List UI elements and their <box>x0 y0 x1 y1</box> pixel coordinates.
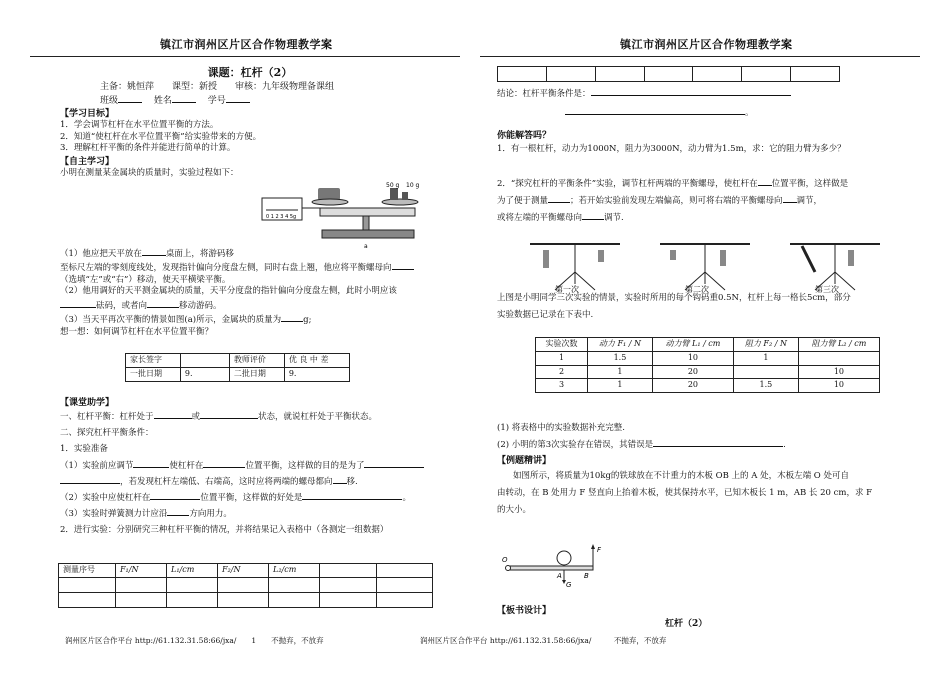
table-cell: 优 良 中 差 <box>284 354 349 368</box>
table-cell <box>180 354 229 368</box>
table-cell: 二批日期 <box>229 367 284 381</box>
experiment-table <box>58 563 433 608</box>
trial-2 <box>660 244 750 294</box>
conclusion-line: 结论：杠杆平衡条件是： <box>497 86 917 100</box>
lever-trials-figure <box>510 232 900 296</box>
weight-stack-left <box>543 250 549 268</box>
top-continued-table <box>497 66 840 82</box>
right-lower <box>497 420 917 519</box>
example-heading: 【例题精讲】 <box>497 456 552 466</box>
balance-figure <box>260 180 440 250</box>
goal-2: 2．知道“使杠杆在水平位置平衡”给实验带来的方便。 <box>60 131 262 142</box>
table-cell: 家长签字 <box>126 354 181 368</box>
weight-stack-left <box>670 250 676 260</box>
label-a: A <box>557 572 562 580</box>
question-2: （2）他用调好的天平测金属块的质量，天平分度盘的指针偏向分度盘左侧，此时小明应该 <box>60 286 397 297</box>
prep-3: （3）实验时弹簧测力计应沿 方向用力。 <box>60 506 460 522</box>
question-1-cont: 至标尺左端的零刻度线处，发现指针偏向分度盘左侧，同时右盘上翘，他应将平衡螺母向 <box>60 260 460 274</box>
example-line-2: 由转动，在 B 处用力 F 竖直向上抬着木板，使其保持水平，已知木板长 1 m，AB 长 20 cm，求 F <box>497 487 873 498</box>
prep-1: （1）实验前应调节 使杠杆在 位置平衡，这样做的目的是为了 <box>60 458 460 474</box>
table-header <box>376 564 433 578</box>
header-rule-right <box>480 56 920 57</box>
meta-line: 主备：姚恒萍 课型：新授 审核：九年级物理备课组 <box>100 81 335 92</box>
problem-2: 2．“探究杠杆的平衡条件”实验，调节杠杆两端的平衡螺母，使杠杆在 位置平衡，这样做是 为了便于测量 ；若开始实验前发现左端偏高，则可将右端的平衡螺母向 调节， 或将左端的平衡螺母向 调节. <box>497 176 917 227</box>
figure-desc-line-2: 实验数据已记录在下表中. <box>497 310 594 320</box>
table-header: 阻力臂 L₂ / cm <box>798 338 879 352</box>
weight-stack-right <box>848 250 854 266</box>
metal-block <box>318 188 340 200</box>
table-header: F₁/N <box>116 564 167 578</box>
left-column <box>60 66 460 179</box>
label-g: G <box>566 581 572 589</box>
table-row <box>59 564 433 578</box>
left-pan <box>312 199 348 205</box>
id-label: 学号 <box>207 95 226 106</box>
trial-3 <box>790 244 880 294</box>
ruler-label: 0 1 2 3 4 5g <box>266 214 297 220</box>
question-2-cont: 砝码，或者向 移动游码。 <box>60 298 460 312</box>
weight-50g <box>390 188 398 200</box>
table-row <box>126 354 350 368</box>
balance-definition: 一、杠杆平衡：杠杆处于 或 状态，就说杠杆处于平衡状态。 <box>60 409 460 425</box>
experiment-instruction: 2．进行实验：分别研究三种杠杆平衡的情况，并将结果记入表格中（各测定一组数据） <box>60 525 389 536</box>
self-study-heading: 【自主学习】 <box>60 156 115 167</box>
table-header: F₂/N <box>218 564 269 578</box>
goal-3: 3．理解杠杆平衡的条件并能进行简单的计算。 <box>60 143 236 154</box>
table-cell: 9. <box>284 367 349 381</box>
figure-desc-line-1: 上图是小明同学三次实验的情景，实验时所用的每个钩码重0.5N，杠杆上每一格长5cm，部分 <box>497 293 851 303</box>
example-figure <box>500 540 610 590</box>
self-study-intro: 小明在测量某金属块的质量时，实验过程如下： <box>60 167 239 178</box>
weight-50g-label: 50 g <box>386 182 400 189</box>
table-row <box>59 577 433 592</box>
problem-1: 1．有一根杠杆，动力为1000N，阻力为3000N，动力臂为1.5m，求：它的阻力臂为多少？ <box>497 144 846 155</box>
table-row: 1 1.5 10 1 <box>536 351 880 365</box>
prep-2: （2）实验中应使杠杆在 位置平衡，这样做的好处是 。 <box>60 490 460 506</box>
trial-2-label: 第二次 <box>685 285 709 294</box>
board-heading: 【板书设计】 <box>497 606 552 616</box>
figure-description <box>497 290 917 324</box>
header-right: 镇江市润州区片区合作物理教学案 <box>620 38 793 51</box>
weight-stack-right <box>598 250 604 262</box>
think-prompt: 想一想：如何调节杠杆在水平位置平衡？ <box>60 326 214 337</box>
student-info <box>100 93 460 107</box>
weight-stack-right <box>720 250 726 266</box>
question-b: (2) 小明的第3次实验存在错误，其错误是 . <box>497 437 917 454</box>
evaluation-table <box>125 353 350 382</box>
table-header: 测量序号 <box>59 564 116 578</box>
table-header: 阻力 F₂ / N <box>734 338 799 352</box>
table-header: 实验次数 <box>536 338 588 352</box>
balance-beam <box>320 208 415 216</box>
goals-heading: 【学习目标】 <box>60 109 115 120</box>
example-line-3: 的大小。 <box>497 504 532 515</box>
header-left: 镇江市润州区片区合作物理教学案 <box>160 38 333 51</box>
table-row: 3 1 20 1.5 10 <box>536 379 880 393</box>
question-3: （3）当天平再次平衡的情景如图(a)所示，金属块的质量为 g; <box>60 312 460 326</box>
trial-3-label: 第三次 <box>815 285 839 294</box>
footer-left: 润州区片区合作平台 http://61.132.31.58:66/jxa/ 1 不抛弃，不放弃 <box>65 636 324 645</box>
board-title: 杠杆（2） <box>665 619 708 629</box>
question-1-end: （选填“左”或“右”）移动，使天平横梁平衡。 <box>60 274 231 285</box>
table-cell: 教师评价 <box>229 354 284 368</box>
table-row <box>126 367 350 381</box>
table-header <box>320 564 377 578</box>
footer-right: 润州区片区合作平台 http://61.132.31.58:66/jxa/ 不抛弃，不放弃 <box>420 636 667 645</box>
prep-heading: 1．实验准备 <box>60 444 108 455</box>
page-title: 课题：杠杆（2） <box>207 66 293 79</box>
data-table <box>535 337 880 393</box>
table-header: L₁/cm <box>167 564 218 578</box>
trial-1 <box>530 244 620 294</box>
table-cell: 9. <box>180 367 229 381</box>
iron-ball <box>557 551 571 565</box>
explore-heading: 二、探究杠杆平衡条件： <box>60 428 154 439</box>
label-b: B <box>584 572 589 580</box>
balance-base <box>322 230 414 238</box>
right-top <box>497 86 917 227</box>
question-a: (1) 将表格中的实验数据补充完整. <box>497 423 625 433</box>
question-1: （1）他应把天平放在 桌面上，将游码移 <box>60 246 460 260</box>
label-o: O <box>502 556 508 564</box>
pivot-o <box>506 566 511 571</box>
left-questions <box>60 246 460 338</box>
prep-1-cont: ，若发现杠杆左端低、右端高，这时应将两端的螺母都向 移. <box>60 474 460 490</box>
force-arrowhead <box>591 544 595 549</box>
classroom-heading: 【课堂助学】 <box>60 398 115 408</box>
table-cell: 一批日期 <box>126 367 181 381</box>
figure-a-label: a <box>364 243 368 250</box>
class-label: 班级 <box>100 95 119 106</box>
can-answer-heading: 你能解答吗？ <box>497 130 552 141</box>
table-header: 动力 F₁ / N <box>588 338 653 352</box>
conclusion-line-2: 。 <box>565 105 917 119</box>
table-row <box>498 67 840 82</box>
classroom-section <box>60 396 460 538</box>
table-header: 动力臂 L₁ / cm <box>652 338 733 352</box>
weight-10g <box>402 192 408 200</box>
right-pan <box>382 199 418 205</box>
trial-1-label: 第一次 <box>555 285 579 294</box>
name-label: 姓名 <box>153 95 172 106</box>
goal-1: 1．学会调节杠杆在水平位置平衡的方法。 <box>60 120 219 131</box>
label-f: F <box>597 546 602 554</box>
table-header: L₂/cm <box>269 564 320 578</box>
example-line-1: 如图所示，将质量为10kg的铁球放在不计重力的木板 OB 上的 A 处，木板左端 O 处可自 <box>513 470 849 481</box>
header-rule-left <box>30 56 460 57</box>
table-row: 2 1 20 10 <box>536 365 880 379</box>
wooden-board <box>508 566 593 570</box>
table-row <box>536 338 880 352</box>
table-row <box>59 592 433 607</box>
weight-10g-label: 10 g <box>406 182 420 189</box>
spring-scale <box>802 246 815 272</box>
